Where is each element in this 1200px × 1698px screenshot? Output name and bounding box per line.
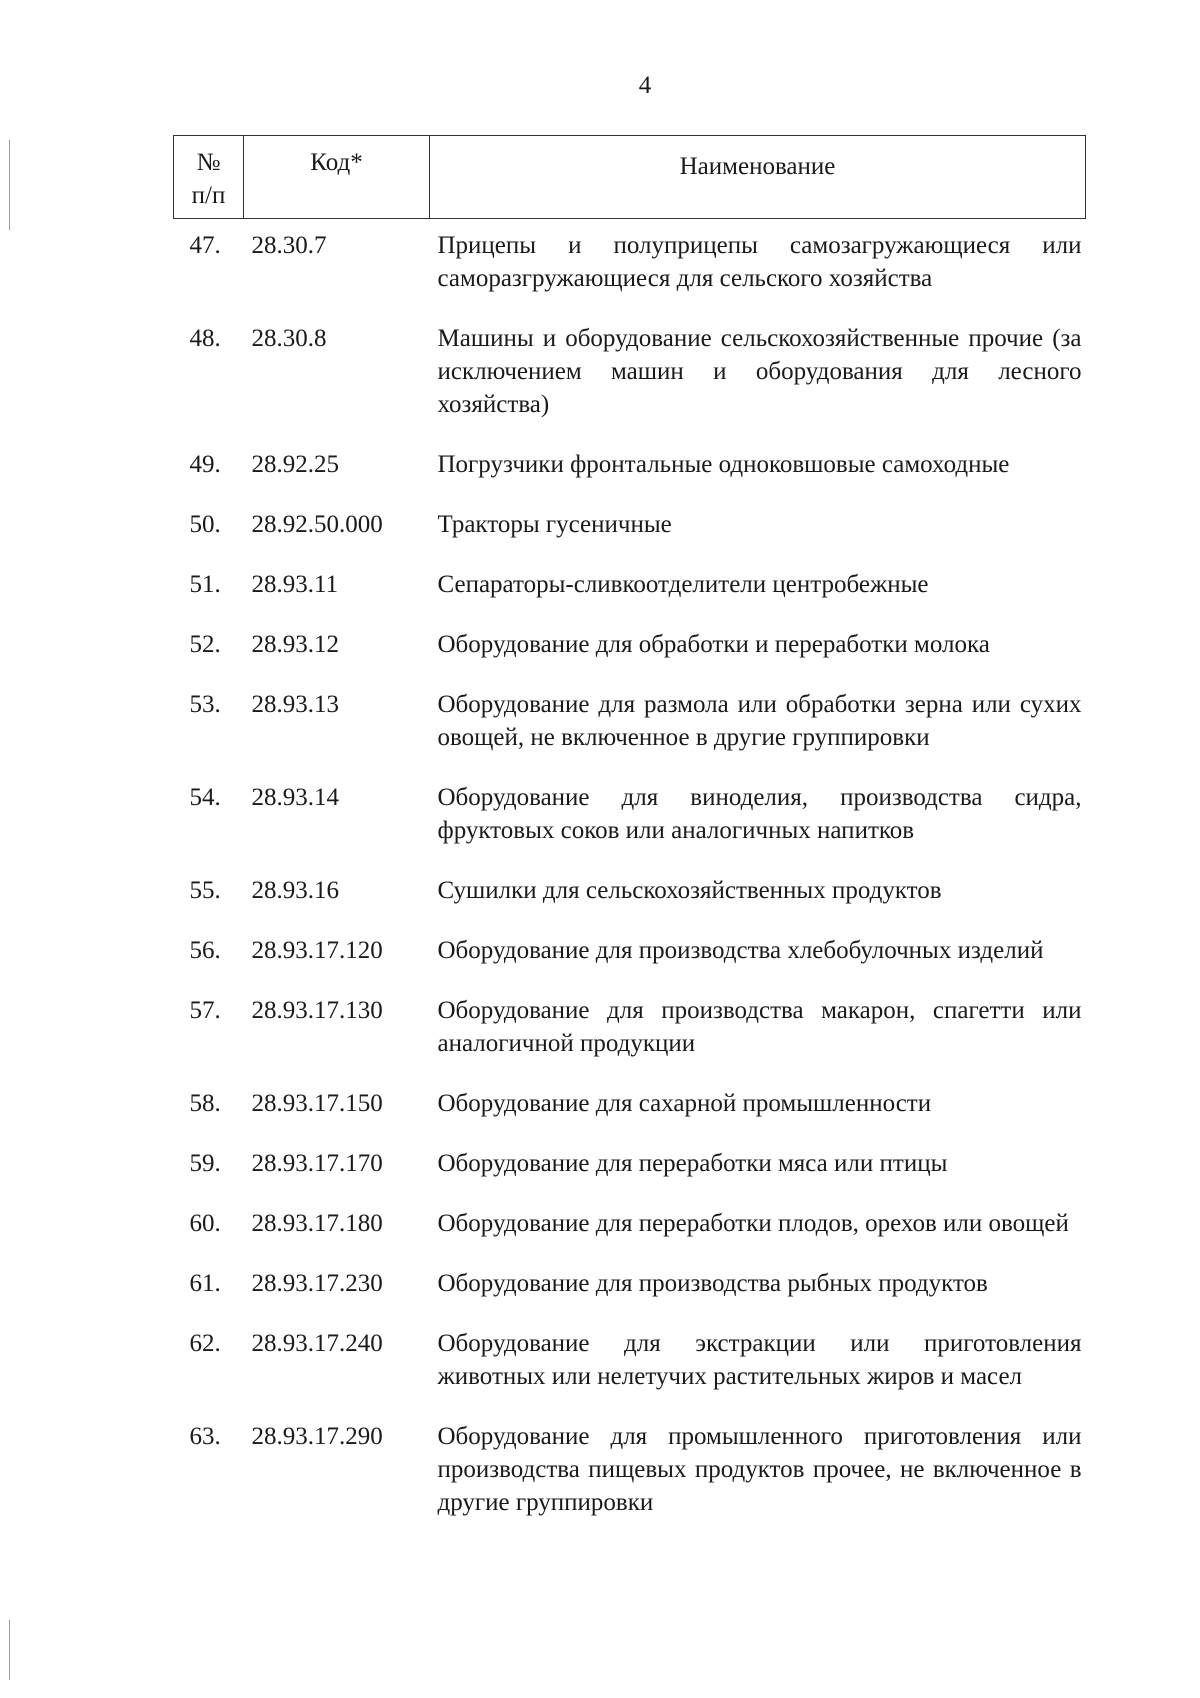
row-name: Сушилки для сельскохозяйственных продуктов <box>437 877 942 904</box>
table-row <box>174 1317 1086 1410</box>
table-row <box>174 219 1086 313</box>
table-row <box>174 1197 1086 1257</box>
row-number: 59. <box>189 1150 221 1177</box>
table-row <box>174 558 1086 618</box>
table-body <box>174 219 1086 1537</box>
table-row <box>174 678 1086 771</box>
equipment-code-table <box>173 135 1086 1536</box>
table-row <box>174 771 1086 864</box>
row-name: Оборудование для переработки мяса или птицы <box>437 1150 948 1177</box>
row-name: Оборудование для виноделия, производства сидра, фруктовых соков или аналогичных напитков <box>437 784 1082 844</box>
row-number: 47. <box>189 232 221 259</box>
row-number: 52. <box>189 631 221 658</box>
row-number: 58. <box>189 1090 221 1117</box>
row-name: Оборудование для производства хлебобулочных изделий <box>437 937 1044 964</box>
row-number: 60. <box>189 1210 221 1237</box>
row-code: 28.93.17.170 <box>251 1150 383 1177</box>
page-number: 4 <box>638 72 652 99</box>
row-name: Машины и оборудование сельскохозяйственные прочие (за исключением машин и оборудования для лесного хозяйства) <box>437 325 1082 418</box>
row-code: 28.93.17.150 <box>251 1090 383 1117</box>
row-name: Оборудование для производства рыбных продуктов <box>437 1270 988 1297</box>
table-row <box>174 312 1086 438</box>
row-number: 61. <box>189 1270 221 1297</box>
row-code: 28.93.14 <box>251 784 339 811</box>
table-row <box>174 1257 1086 1317</box>
margin-scan-mark <box>9 1620 10 1680</box>
row-number: 51. <box>189 571 221 598</box>
table-row <box>174 1410 1086 1536</box>
row-code: 28.93.13 <box>251 691 339 718</box>
header-code: Код* <box>244 136 430 219</box>
row-number: 48. <box>189 325 221 352</box>
row-number: 53. <box>189 691 221 718</box>
row-number: 54. <box>189 784 221 811</box>
row-code: 28.30.7 <box>251 232 327 259</box>
margin-scan-mark <box>9 140 10 230</box>
table-row <box>174 1077 1086 1137</box>
row-code: 28.93.17.240 <box>251 1330 383 1357</box>
row-name: Сепараторы-сливкоотделители центробежные <box>437 571 929 598</box>
row-number: 57. <box>189 997 221 1024</box>
row-code: 28.93.12 <box>251 631 339 658</box>
row-code: 28.93.17.230 <box>251 1270 383 1297</box>
row-code: 28.30.8 <box>251 325 327 352</box>
row-name: Тракторы гусеничные <box>437 511 672 538</box>
header-number: № п/п <box>174 136 244 219</box>
row-name: Оборудование для производства макарон, спагетти или аналогичной продукции <box>437 997 1082 1057</box>
row-number: 56. <box>189 937 221 964</box>
table-row <box>174 924 1086 984</box>
header-name: Наименование <box>430 136 1086 219</box>
table-row <box>174 618 1086 678</box>
row-code: 28.93.17.180 <box>251 1210 383 1237</box>
row-code: 28.93.17.130 <box>251 997 383 1024</box>
row-number: 50. <box>189 511 221 538</box>
row-code: 28.93.11 <box>251 571 339 598</box>
row-code: 28.93.17.290 <box>251 1423 383 1450</box>
table-row <box>174 864 1086 924</box>
row-code: 28.92.50.000 <box>251 511 383 538</box>
row-name: Оборудование для обработки и переработки молока <box>437 631 990 658</box>
row-code: 28.93.17.120 <box>251 937 383 964</box>
row-number: 62. <box>189 1330 221 1357</box>
row-name: Оборудование для сахарной промышленности <box>437 1090 932 1117</box>
row-name: Оборудование для экстракции или приготовления животных или нелетучих растительных жиров и масел <box>437 1330 1082 1390</box>
table-header-row <box>174 136 1086 219</box>
table-row <box>174 498 1086 558</box>
row-code: 28.92.25 <box>251 451 339 478</box>
row-code: 28.93.16 <box>251 877 339 904</box>
row-name: Оборудование для промышленного приготовления или производства пищевых продуктов прочее, не включенное в другие группировки <box>437 1423 1082 1516</box>
row-name: Оборудование для размола или обработки зерна или сухих овощей, не включенное в другие группировки <box>437 691 1082 751</box>
table-row <box>174 438 1086 498</box>
row-number: 55. <box>189 877 221 904</box>
row-name: Прицепы и полуприцепы самозагружающиеся или саморазгружающиеся для сельского хозяйства <box>437 232 1082 292</box>
row-number: 49. <box>189 451 221 478</box>
table-row <box>174 1137 1086 1197</box>
row-name: Оборудование для переработки плодов, орехов или овощей <box>437 1210 1069 1237</box>
table-row <box>174 984 1086 1077</box>
row-name: Погрузчики фронтальные одноковшовые самоходные <box>437 451 1010 478</box>
row-number: 63. <box>189 1423 221 1450</box>
